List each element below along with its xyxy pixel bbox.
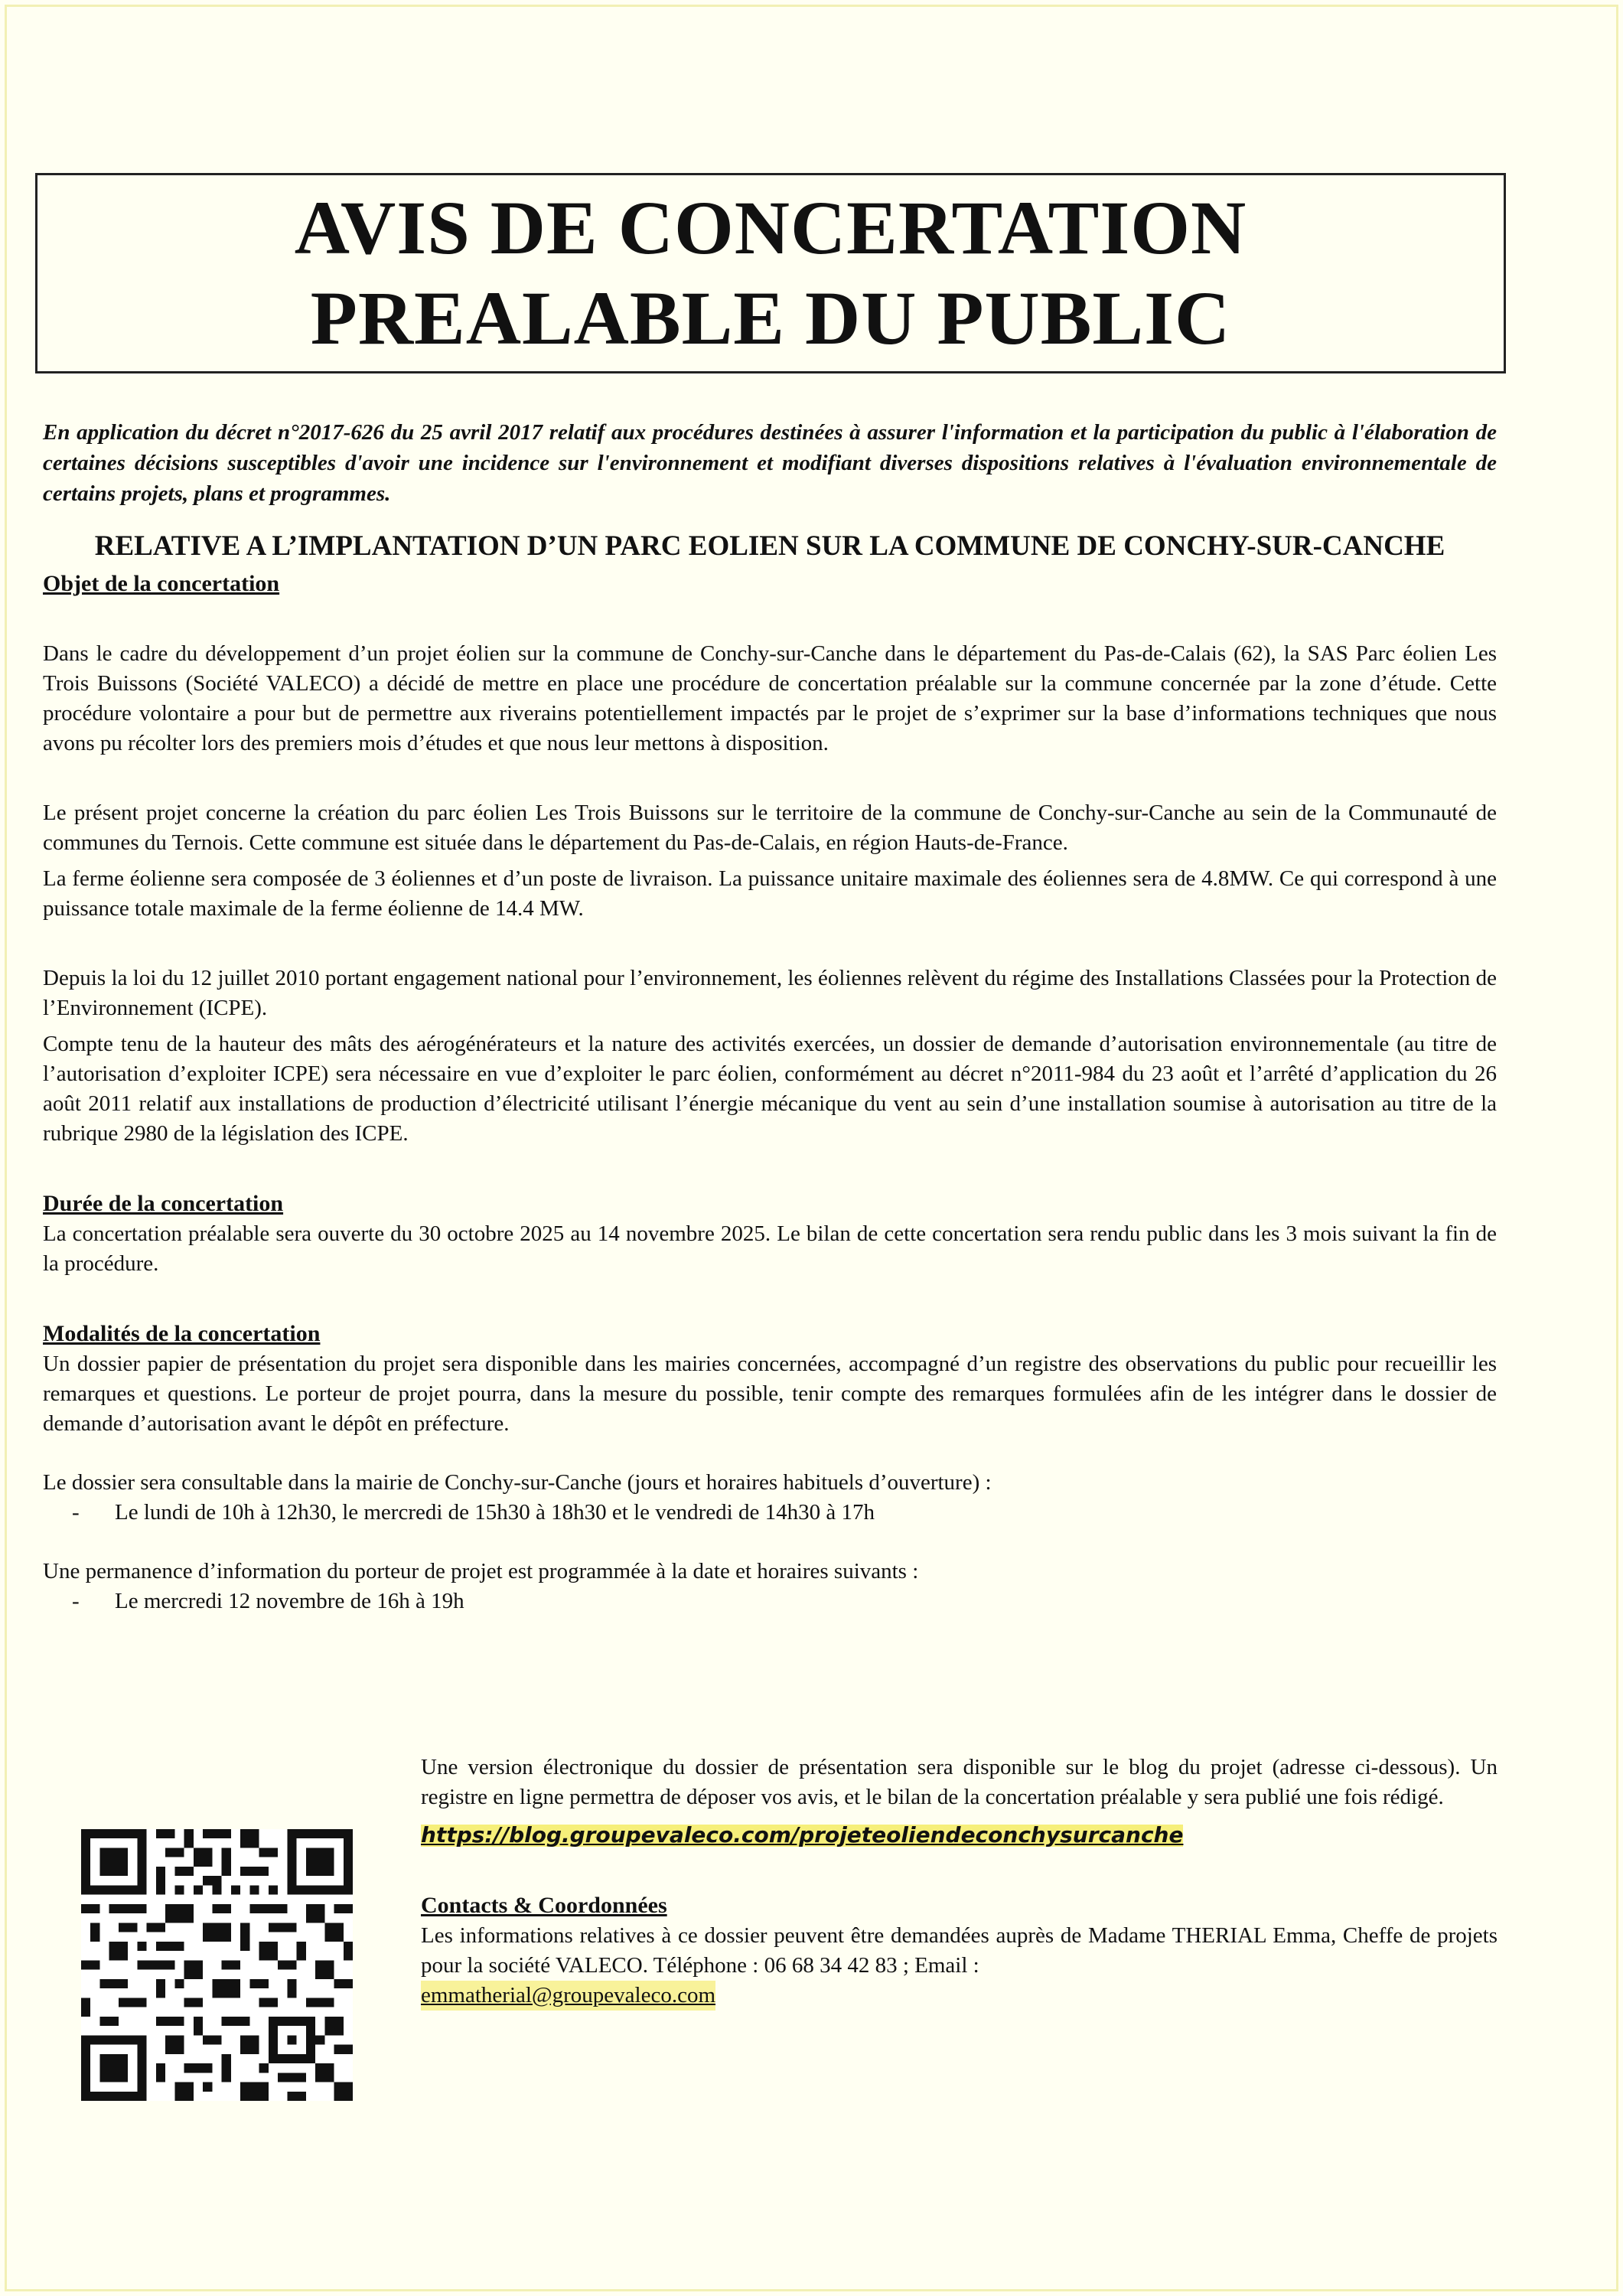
- schedule-text: Le lundi de 10h à 12h30, le mercredi de 15h30 à 18h30 et le vendredi de 14h30 à 17h: [115, 1500, 875, 1525]
- title-box: [35, 173, 1506, 373]
- heading-duree: Durée de la concertation: [43, 1191, 284, 1216]
- online-info: [421, 1753, 1498, 2011]
- contact-email-link[interactable]: emmatherial@groupevaleco.com: [421, 1981, 715, 2011]
- document-body: [43, 417, 1497, 1616]
- bottom-section: [0, 1753, 1623, 2097]
- objet-paragraph-5: Compte tenu de la hauteur des mâts des aérogénérateurs et la nature des activités exercées, un dossier de demande d’autorisation environnementale (au titre de l’autorisation d’exploiter ICPE) sera nécessaire en vue d’exploiter le parc éolien, conformément au décret n°2011-984 du 23 août et l’arrêté d’application du 26 août 2011 relatif aux installations de production d’électricité utilisant l’énergie mécanique du vent au sein d’une installation soumise à autorisation au titre de la rubrique 2980 de la législation des ICPE.: [43, 1032, 1497, 1146]
- online-paragraph: Une version électronique du dossier de présentation sera disponible sur le blog du projet (adresse ci-dessous). Un registre en ligne permettra de déposer vos avis, et le bilan de la concertation préalable y sera publié une fois rédigé.: [421, 1755, 1498, 1809]
- objet-paragraph-4: Depuis la loi du 12 juillet 2010 portant engagement national pour l’environnement, les éoliennes relèvent du régime des Installations Classées pour la Protection de l’Environnement (ICPE).: [43, 966, 1497, 1020]
- objet-paragraph-2: Le présent projet concerne la création du parc éolien Les Trois Buissons sur le territoire de la commune de Conchy-sur-Canche au sein de la Communauté de communes du Ternois. Cette commune est située dans le département du Pas-de-Calais, en région Hauts-de-France.: [43, 801, 1497, 855]
- modalites-paragraph-3: Une permanence d’information du porteur de projet est programmée à la date et horaires suivants :: [43, 1559, 919, 1583]
- permanence-text: Le mercredi 12 novembre de 16h à 19h: [115, 1589, 464, 1613]
- intro-paragraph: En application du décret n°2017-626 du 25 avril 2017 relatif aux procédures destinées à assurer l'information et la participation du public à l'élaboration de certaines décisions susceptibles d'avoir une incidence sur l'environnement et modifiant diverses dispositions relatives à l'évaluation environnementale de certains projets, plans et programmes.: [43, 420, 1497, 506]
- contacts-paragraph: [421, 1921, 1498, 1981]
- bullet-dash: -: [72, 1500, 80, 1525]
- title-line-2: PREALABLE DU PUBLIC: [310, 276, 1231, 360]
- modalites-paragraph-2: Le dossier sera consultable dans la mairie de Conchy-sur-Canche (jours et horaires habituels d’ouverture) :: [43, 1470, 992, 1495]
- project-blog-link[interactable]: https://blog.groupevaleco.com/projeteoliendeconchysurcanche: [421, 1820, 1183, 1850]
- heading-modalites: Modalités de la concertation: [43, 1321, 321, 1346]
- list-item: [43, 1498, 1497, 1528]
- qr-code-image: [81, 1829, 353, 2101]
- contacts-text: Les informations relatives à ce dossier peuvent être demandées auprès de Madame THERIAL Emma, Cheffe de projets pour la société VALECO. Téléphone : 06 68 34 42 83 ; Email :: [421, 1923, 1498, 1978]
- modalites-paragraph-1: Un dossier papier de présentation du projet sera disponible dans les mairies concernées, accompagné d’un registre des observations du public pour recueillir les remarques et questions. Le porteur de projet pourra, dans la mesure du possible, tenir compte des remarques formulées afin de les intégrer dans le dossier de demande d’autorisation avant le dépôt en préfecture.: [43, 1352, 1497, 1436]
- list-item: [43, 1587, 1497, 1616]
- heading-objet: Objet de la concertation: [43, 571, 280, 596]
- objet-paragraph-1: Dans le cadre du développement d’un projet éolien sur la commune de Conchy-sur-Canche dans le département du Pas-de-Calais (62), la SAS Parc éolien Les Trois Buissons (Société VALECO) a décidé de mettre en place une procédure de concertation préalable sur la commune concernée par la zone d’étude. Cette procédure volontaire a pour but de permettre aux riverains potentiellement impactés par le projet de s’exprimer sur la base d’informations techniques que nous avons pu récolter lors des premiers mois d’études et que nous leur mettons à disposition.: [43, 641, 1497, 755]
- heading-contacts: Contacts & Coordonnées: [421, 1893, 667, 1918]
- bullet-dash: -: [72, 1589, 80, 1613]
- subtitle: RELATIVE A L’IMPLANTATION D’UN PARC EOLIEN SUR LA COMMUNE DE CONCHY-SUR-CANCHE: [94, 530, 1445, 562]
- title-line-1: AVIS DE CONCERTATION: [294, 185, 1247, 270]
- duree-paragraph: La concertation préalable sera ouverte du 30 octobre 2025 au 14 novembre 2025. Le bilan de cette concertation sera rendu public dans les 3 mois suivant la fin de la procédure.: [43, 1221, 1497, 1276]
- objet-paragraph-3: La ferme éolienne sera composée de 3 éoliennes et d’un poste de livraison. La puissance unitaire maximale des éoliennes sera de 4.8MW. Ce qui correspond à une puissance totale maximale de la ferme éolienne de 14.4 MW.: [43, 866, 1497, 921]
